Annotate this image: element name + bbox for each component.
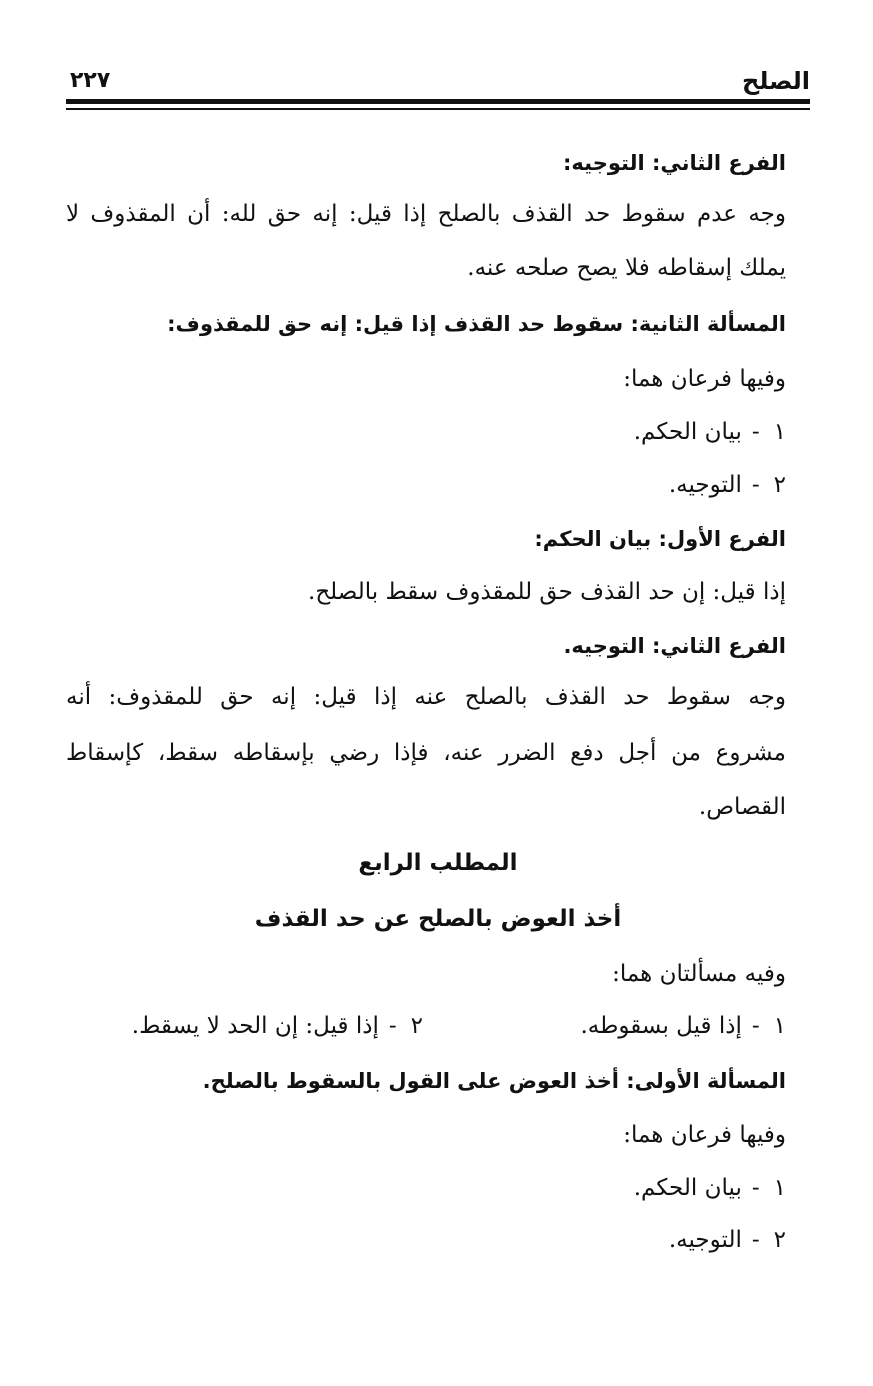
list-item-text: بيان الحكم. xyxy=(633,419,742,445)
list-dash: - xyxy=(751,419,760,445)
list-item-number: ٢ xyxy=(410,1013,423,1039)
list-item xyxy=(669,1220,786,1260)
list-dash: - xyxy=(751,1175,760,1201)
paragraph-line: وجه سقوط حد القذف بالصلح عنه إذا قيل: إنه حق للمقذوف: أنه xyxy=(66,684,786,710)
heading-branch-one: الفرع الأول: بيان الحكم: xyxy=(534,527,786,551)
paragraph-ruling: إذا قيل: إن حد القذف حق للمقذوف سقط بالصلح. xyxy=(308,579,786,605)
list-item-number: ١ xyxy=(773,1013,786,1039)
paragraph-line: وجه عدم سقوط حد القذف بالصلح إذا قيل: إنه حق لله: أن المقذوف لا xyxy=(66,201,786,227)
list-dash: - xyxy=(388,1013,397,1039)
list-item xyxy=(669,465,786,505)
list-dash: - xyxy=(751,472,760,498)
list-dash: - xyxy=(751,1227,760,1253)
header-rule-thick xyxy=(66,99,810,104)
paragraph-line: مشروع من أجل دفع الضرر عنه، فإذا رضي بإسقاطه سقط، كإسقاط xyxy=(66,740,786,766)
intro-two-branches: وفيها فرعان هما: xyxy=(623,1122,786,1148)
list-item-number: ١ xyxy=(773,1175,786,1201)
intro-two-issues: وفيه مسألتان هما: xyxy=(612,961,786,987)
header-rule-thin xyxy=(66,108,810,110)
list-item xyxy=(580,1006,786,1046)
list-item xyxy=(634,412,786,452)
paragraph-line: يملك إسقاطه فلا يصح صلحه عنه. xyxy=(467,255,786,281)
paragraph-line: القصاص. xyxy=(698,794,786,820)
list-item xyxy=(132,1006,423,1046)
list-item-text: التوجيه. xyxy=(668,472,742,498)
list-item-text: بيان الحكم. xyxy=(633,1175,742,1201)
page-number: ٢٢٧ xyxy=(70,68,111,93)
heading-issue-one: المسألة الأولى: أخذ العوض على القول بالسقوط بالصلح. xyxy=(202,1069,786,1093)
page-header xyxy=(66,64,810,98)
section-title: المطلب الرابع xyxy=(358,850,518,876)
intro-two-branches: وفيها فرعان هما: xyxy=(623,366,786,392)
list-item-number: ١ xyxy=(773,419,786,445)
list-item-text: التوجيه. xyxy=(668,1227,742,1253)
heading-branch-two-guidance: الفرع الثاني: التوجيه. xyxy=(563,634,786,658)
section-subtitle: أخذ العوض بالصلح عن حد القذف xyxy=(254,906,622,932)
list-item-number: ٢ xyxy=(773,472,786,498)
list-item-number: ٢ xyxy=(773,1227,786,1253)
heading-branch-two-guidance: الفرع الثاني: التوجيه: xyxy=(563,151,786,175)
list-item-text: إذا قيل بسقوطه. xyxy=(580,1013,742,1039)
list-item xyxy=(634,1168,786,1208)
list-dash: - xyxy=(751,1013,760,1039)
running-title: الصلح xyxy=(742,67,810,95)
heading-issue-two: المسألة الثانية: سقوط حد القذف إذا قيل: إنه حق للمقذوف: xyxy=(167,312,786,336)
list-item-text: إذا قيل: إن الحد لا يسقط. xyxy=(131,1013,379,1039)
